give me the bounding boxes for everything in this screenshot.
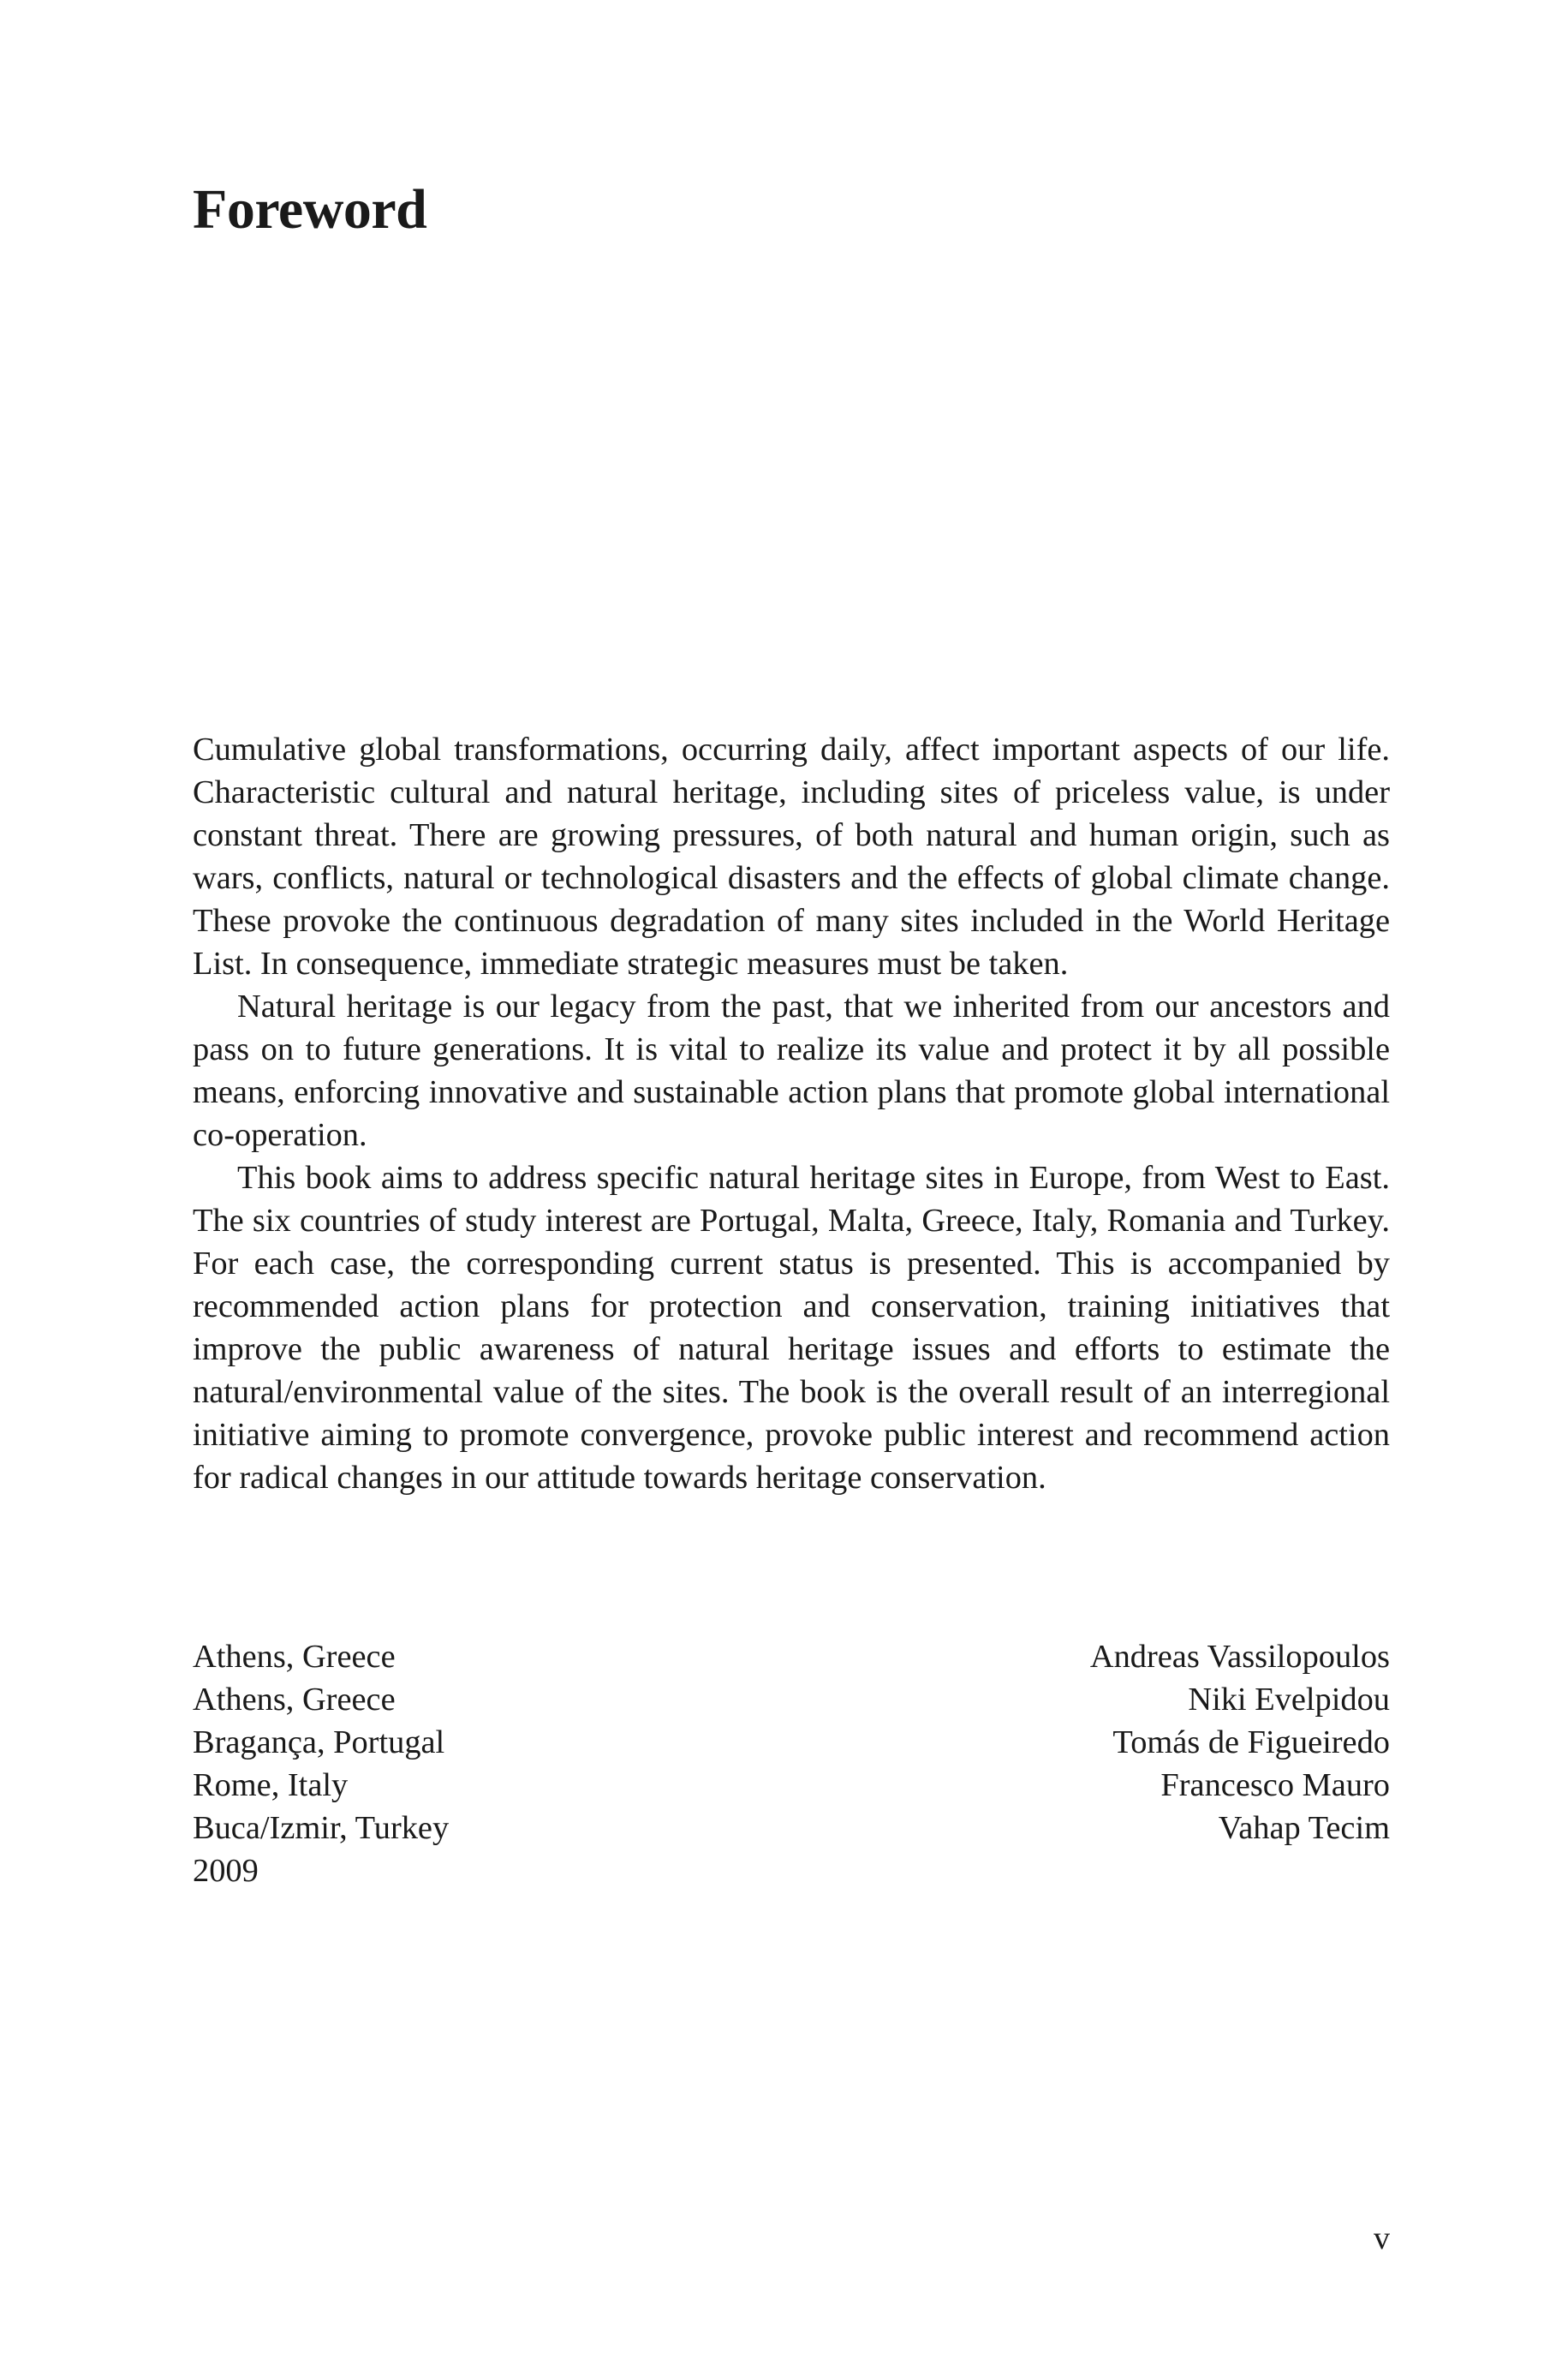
signature-author: Tomás de Figueiredo bbox=[1112, 1724, 1390, 1760]
signature-author: Niki Evelpidou bbox=[1188, 1682, 1390, 1718]
signature-row bbox=[193, 1807, 1390, 1849]
signature-row bbox=[193, 1635, 1390, 1678]
foreword-body bbox=[193, 728, 1390, 1499]
signature-year: 2009 bbox=[193, 1853, 259, 1889]
signature-place: Athens, Greece bbox=[193, 1639, 396, 1675]
signature-place: Athens, Greece bbox=[193, 1682, 396, 1718]
signature-place: Bragança, Portugal bbox=[193, 1724, 445, 1760]
paragraph-1: Cumulative global transformations, occurring daily, affect important aspects of our life. Characteristic cultural and natural heritage, including sites of priceless value, is under constant threat. There are growing pressures, of both natural and human origin, such as wars, conflicts, natural or technological disasters and the effects of global climate change. These provoke the continuous degradation of many sites included in the World Heritage List. In consequence, immediate strategic measures must be taken. bbox=[193, 732, 1390, 982]
signature-row bbox=[193, 1678, 1390, 1721]
signature-author: Andreas Vassilopoulos bbox=[1089, 1639, 1390, 1675]
signature-row bbox=[193, 1764, 1390, 1807]
signature-author: Francesco Mauro bbox=[1160, 1767, 1390, 1803]
signature-row bbox=[193, 1721, 1390, 1764]
paragraph-2: Natural heritage is our legacy from the past, that we inherited from our ancestors and pass on to future generations. It is vital to realize its value and protect it by all possible means, enforcing innovative and sustainable action plans that promote global international co-operation. bbox=[193, 989, 1390, 1153]
signature-place: Rome, Italy bbox=[193, 1767, 349, 1803]
signature-block bbox=[193, 1635, 1390, 1892]
signature-place: Buca/Izmir, Turkey bbox=[193, 1810, 450, 1846]
signature-author: Vahap Tecim bbox=[1218, 1810, 1390, 1846]
paragraph-3: This book aims to address specific natural heritage sites in Europe, from West to East. The six countries of study interest are Portugal, Malta, Greece, Italy, Romania and Turkey. For each case, the corresponding current status is presented. This is accompanied by recommended action plans for protection and conservation, training initiatives that improve the public awareness of natural heritage issues and efforts to estimate the natural/environmental value of the sites. The book is the overall result of an interregional initiative aiming to promote convergence, provoke public interest and recommend action for radical changes in our attitude towards heritage conservation. bbox=[193, 1160, 1390, 1496]
page-title: Foreword bbox=[193, 178, 427, 241]
page-number: v bbox=[1374, 2220, 1390, 2256]
